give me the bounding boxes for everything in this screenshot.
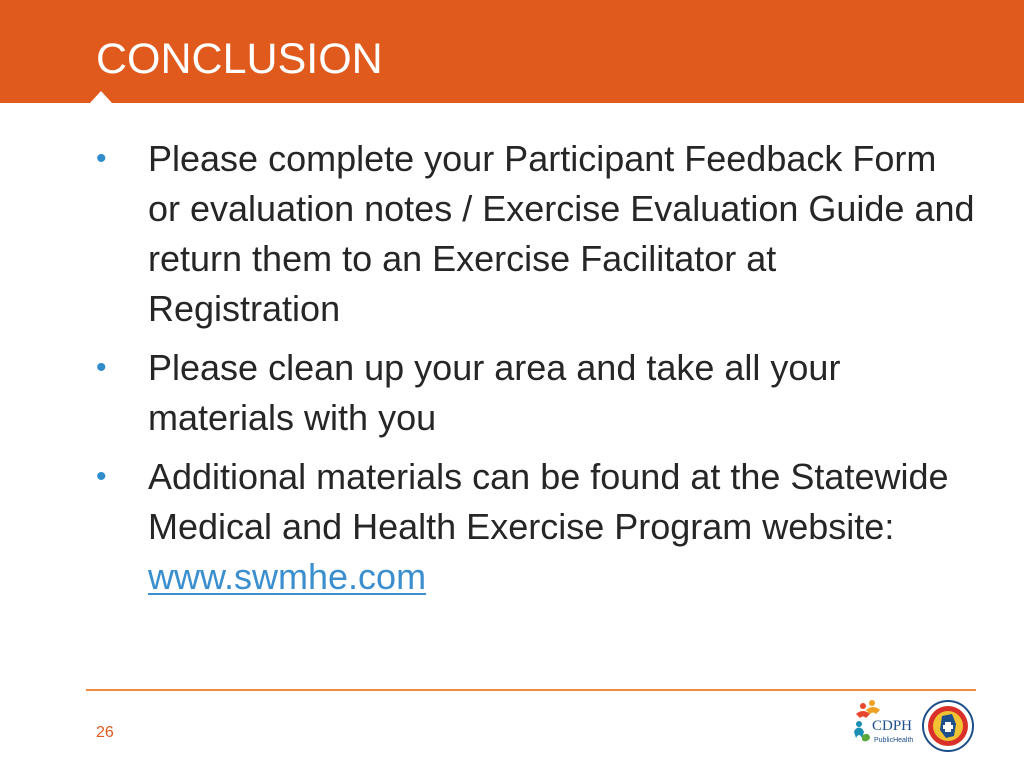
- footer-divider: [86, 689, 976, 691]
- bullet-dot: •: [96, 142, 107, 175]
- bullet-dot: •: [96, 351, 107, 384]
- website-link[interactable]: www.swmhe.com: [148, 556, 427, 597]
- cdph-subtext: PublicHealth: [874, 737, 914, 744]
- bullet-text: Please clean up your area and take all your materials with you: [148, 347, 841, 438]
- bullet-text: Additional materials can be found at the Statewide Medical and Health Exercise Program website:: [148, 456, 949, 547]
- title-bar: [0, 0, 1024, 103]
- page-number: 26: [96, 724, 114, 741]
- bullet-item: [96, 134, 976, 334]
- bullet-item: [96, 452, 976, 602]
- cdph-wordmark: CDPH: [872, 718, 913, 734]
- bullet-text: Please complete your Participant Feedback Form or evaluation notes / Exercise Evaluation Guide and return them to an Exercise Facilitator at Registration: [148, 138, 975, 329]
- bullet-dot: •: [96, 460, 107, 493]
- title-notch: [90, 91, 112, 103]
- bullet-item: [96, 343, 976, 443]
- slide-title: CONCLUSION: [96, 35, 383, 83]
- bullet-list: [96, 134, 976, 611]
- cdph-logo-icon: [852, 698, 918, 750]
- emsa-seal-icon: [922, 700, 974, 752]
